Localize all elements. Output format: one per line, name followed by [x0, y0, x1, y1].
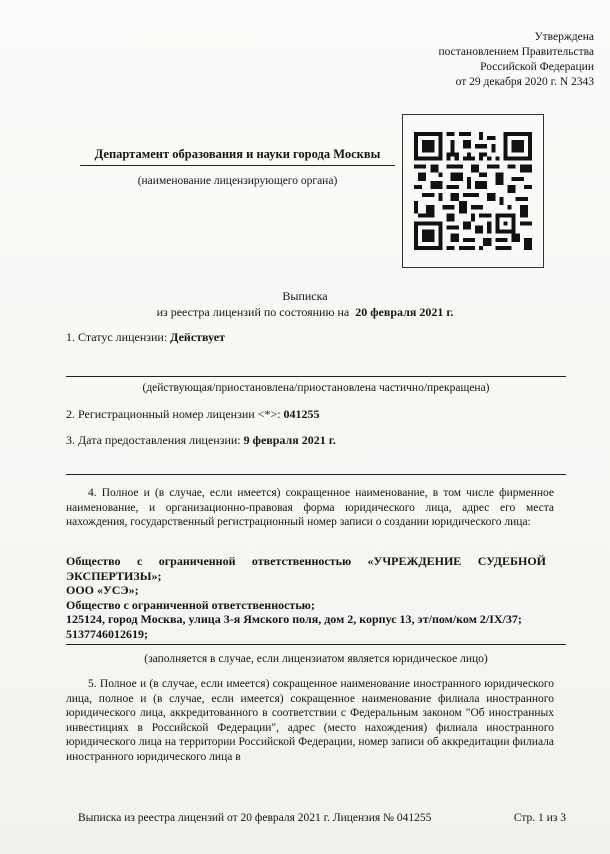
footer-left: Выписка из реестра лицензий от 20 февраля 2021 г. Лицензия № 041255: [78, 812, 432, 824]
item5-text: 5. Полное и (в случае, если имеется) сокращенное наименование иностранного юридического лица, полное и (в случае, если имеется) сокращенное наименование филиала иностранного юридического лица, аккредитованного в соответствии с Федеральным законом "Об иностранных инвестициях в Российской Федерации", адрес (место нахождения) филиала иностранного юридического лица на территории Российской Федерации, номер записи об аккредитации филиала иностранного юридического лица в: [66, 678, 554, 763]
extract-date: 20 февраля 2021 г.: [355, 305, 454, 319]
registration-number: [66, 407, 320, 422]
entity-full-name-cont: ЭКСПЕРТИЗЫ»;: [66, 568, 162, 583]
approval-line-4: от 29 декабря 2020 г. N 2343: [455, 76, 594, 88]
approval-block: [438, 30, 594, 90]
entity-underline: [66, 644, 566, 645]
entity-short-name: ООО «УСЭ»;: [66, 583, 139, 597]
entity-full-name: Общество с ограниченной ответственностью «УЧРЕЖДЕНИЕ СУДЕБНОЙ: [66, 554, 546, 568]
license-status-label: 1. Статус лицензии:: [66, 330, 168, 344]
licensing-authority-caption: (наименование лицензирующего органа): [137, 175, 338, 187]
license-status: [66, 330, 225, 345]
section-divider: [66, 474, 566, 475]
qr-code-icon: [414, 132, 532, 250]
license-status-value: Действует: [170, 330, 225, 344]
approval-line-2: постановлением Правительства: [438, 46, 594, 58]
qr-code-frame: [402, 114, 544, 268]
item4-caption: (заполняется в случае, если лицензиатом является юридическое лицо): [144, 653, 488, 665]
approval-line-3: Российской Федерации: [480, 61, 594, 73]
licensing-authority-name: Департамент образования и науки города Москвы: [94, 147, 381, 161]
underline: [80, 165, 395, 166]
entity-legal-form: Общество с ограниченной ответственностью;: [66, 597, 315, 612]
item5-paragraph: [66, 677, 554, 764]
extract-subtitle-prefix: из реестра лицензий по состоянию на: [156, 305, 350, 319]
legal-entity-block: [66, 554, 546, 641]
license-date-label: 3. Дата предоставления лицензии:: [66, 433, 241, 447]
licensing-authority-block: [80, 146, 395, 187]
status-underline: [66, 376, 566, 377]
item4-paragraph: [66, 486, 554, 530]
item4-text: 4. Полное и (в случае, если имеется) сокращенное наименование, в том числе фирменное наименование, и организационно-правовая форма юридического лица, адрес его места нахождения, государственный регистрационный номер записи о создании юридического лица:: [66, 487, 554, 528]
entity-registration-number: 5137746012619;: [66, 626, 148, 641]
registration-number-label: 2. Регистрационный номер лицензии <*>:: [66, 407, 281, 421]
entity-address: 125124, город Москва, улица 3-я Ямского поля, дом 2, корпус 13, эт/пом/ком 2/IX/37;: [66, 612, 522, 626]
extract-title: Выписка: [282, 289, 328, 303]
license-date-value: 9 февраля 2021 г.: [243, 433, 336, 447]
registration-number-value: 041255: [283, 407, 320, 421]
status-caption: (действующая/приостановлена/приостановлена частично/прекращена): [142, 382, 490, 394]
extract-subtitle: [0, 304, 610, 320]
extract-heading: [0, 288, 610, 320]
approval-line-1: Утверждена: [534, 31, 594, 43]
page-number: Стр. 1 из 3: [513, 812, 566, 824]
license-date: [66, 433, 336, 448]
